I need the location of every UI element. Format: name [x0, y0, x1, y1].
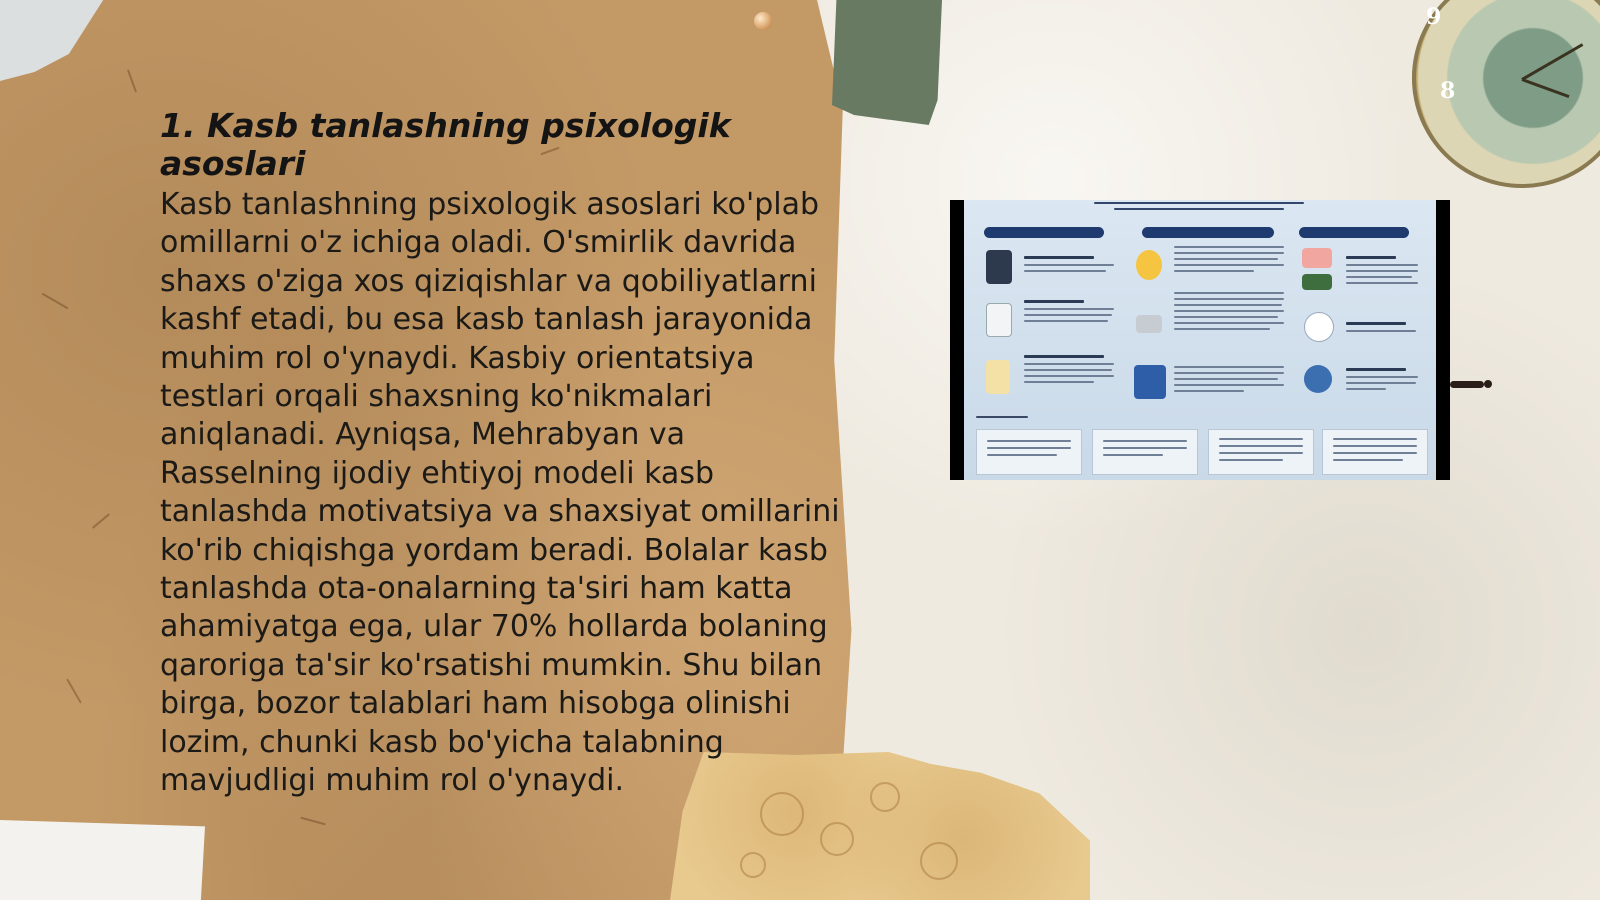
clock-numeral-icon: 9: [1426, 4, 1442, 30]
pushpin-icon: [754, 12, 772, 30]
chalkboard-icon: [1302, 274, 1332, 290]
lightbulb-icon: [1136, 250, 1162, 280]
graduate-icon: [986, 250, 1012, 284]
infographic-card: [1322, 429, 1428, 475]
infographic-card: [976, 429, 1082, 475]
ink-splatter: [1484, 380, 1492, 388]
document-icon: [986, 360, 1010, 394]
white-paper-scrap: [0, 820, 205, 900]
infographic-content: [964, 200, 1436, 480]
infographic-image: [950, 200, 1450, 480]
clock-numeral-icon: 8: [1440, 78, 1456, 104]
graduation-cap-icon: [1136, 315, 1162, 333]
tape-strip: [832, 0, 942, 125]
clock-hand-icon: [1521, 43, 1583, 81]
slide-body-text: Kasb tanlashning psixologik asoslari ko'plab omillarni o'z ichiga oladi. O'smirlik davrida shaxs o'ziga xos qiziqishlar va qobiliyatlarni kashf etadi, bu esa kasb tanlash jarayonida muhim rol o'ynaydi. Kasbiy orientatsiya testlari orqali shaxsning ko'nikmalari aniqlanadi. Ayniqsa, Mehrabyan va Rasselning ijodiy ehtiyoj modeli kasb tanlashda motivatsiya va shaxsiyat omillarini ko'rib chiqishga yordam beradi. Bolalar kasb tanlashda ota-onalarning ta'siri ham katta ahamiyatga ega, ular 70% hollarda bolaning qaroriga ta'sir ko'rsatishi mumkin. Shu bilan birga, bozor talablari ham hisobga olinishi lozim, chunki kasb bo'yicha talabning mavjudligi muhim rol o'ynaydi.: [160, 187, 840, 799]
slide-title: 1. Kasb tanlashning psixologik asoslari: [160, 106, 731, 183]
clock-hand-icon: [1521, 78, 1569, 98]
lab-flask-icon: [1304, 312, 1334, 342]
ink-splatter: [1450, 381, 1484, 388]
certificate-icon: [986, 303, 1012, 337]
building-icon: [1134, 365, 1166, 399]
book-icon: [1302, 248, 1332, 268]
infographic-card: [1208, 429, 1314, 475]
globe-icon: [1304, 365, 1332, 393]
infographic-card: [1092, 429, 1198, 475]
